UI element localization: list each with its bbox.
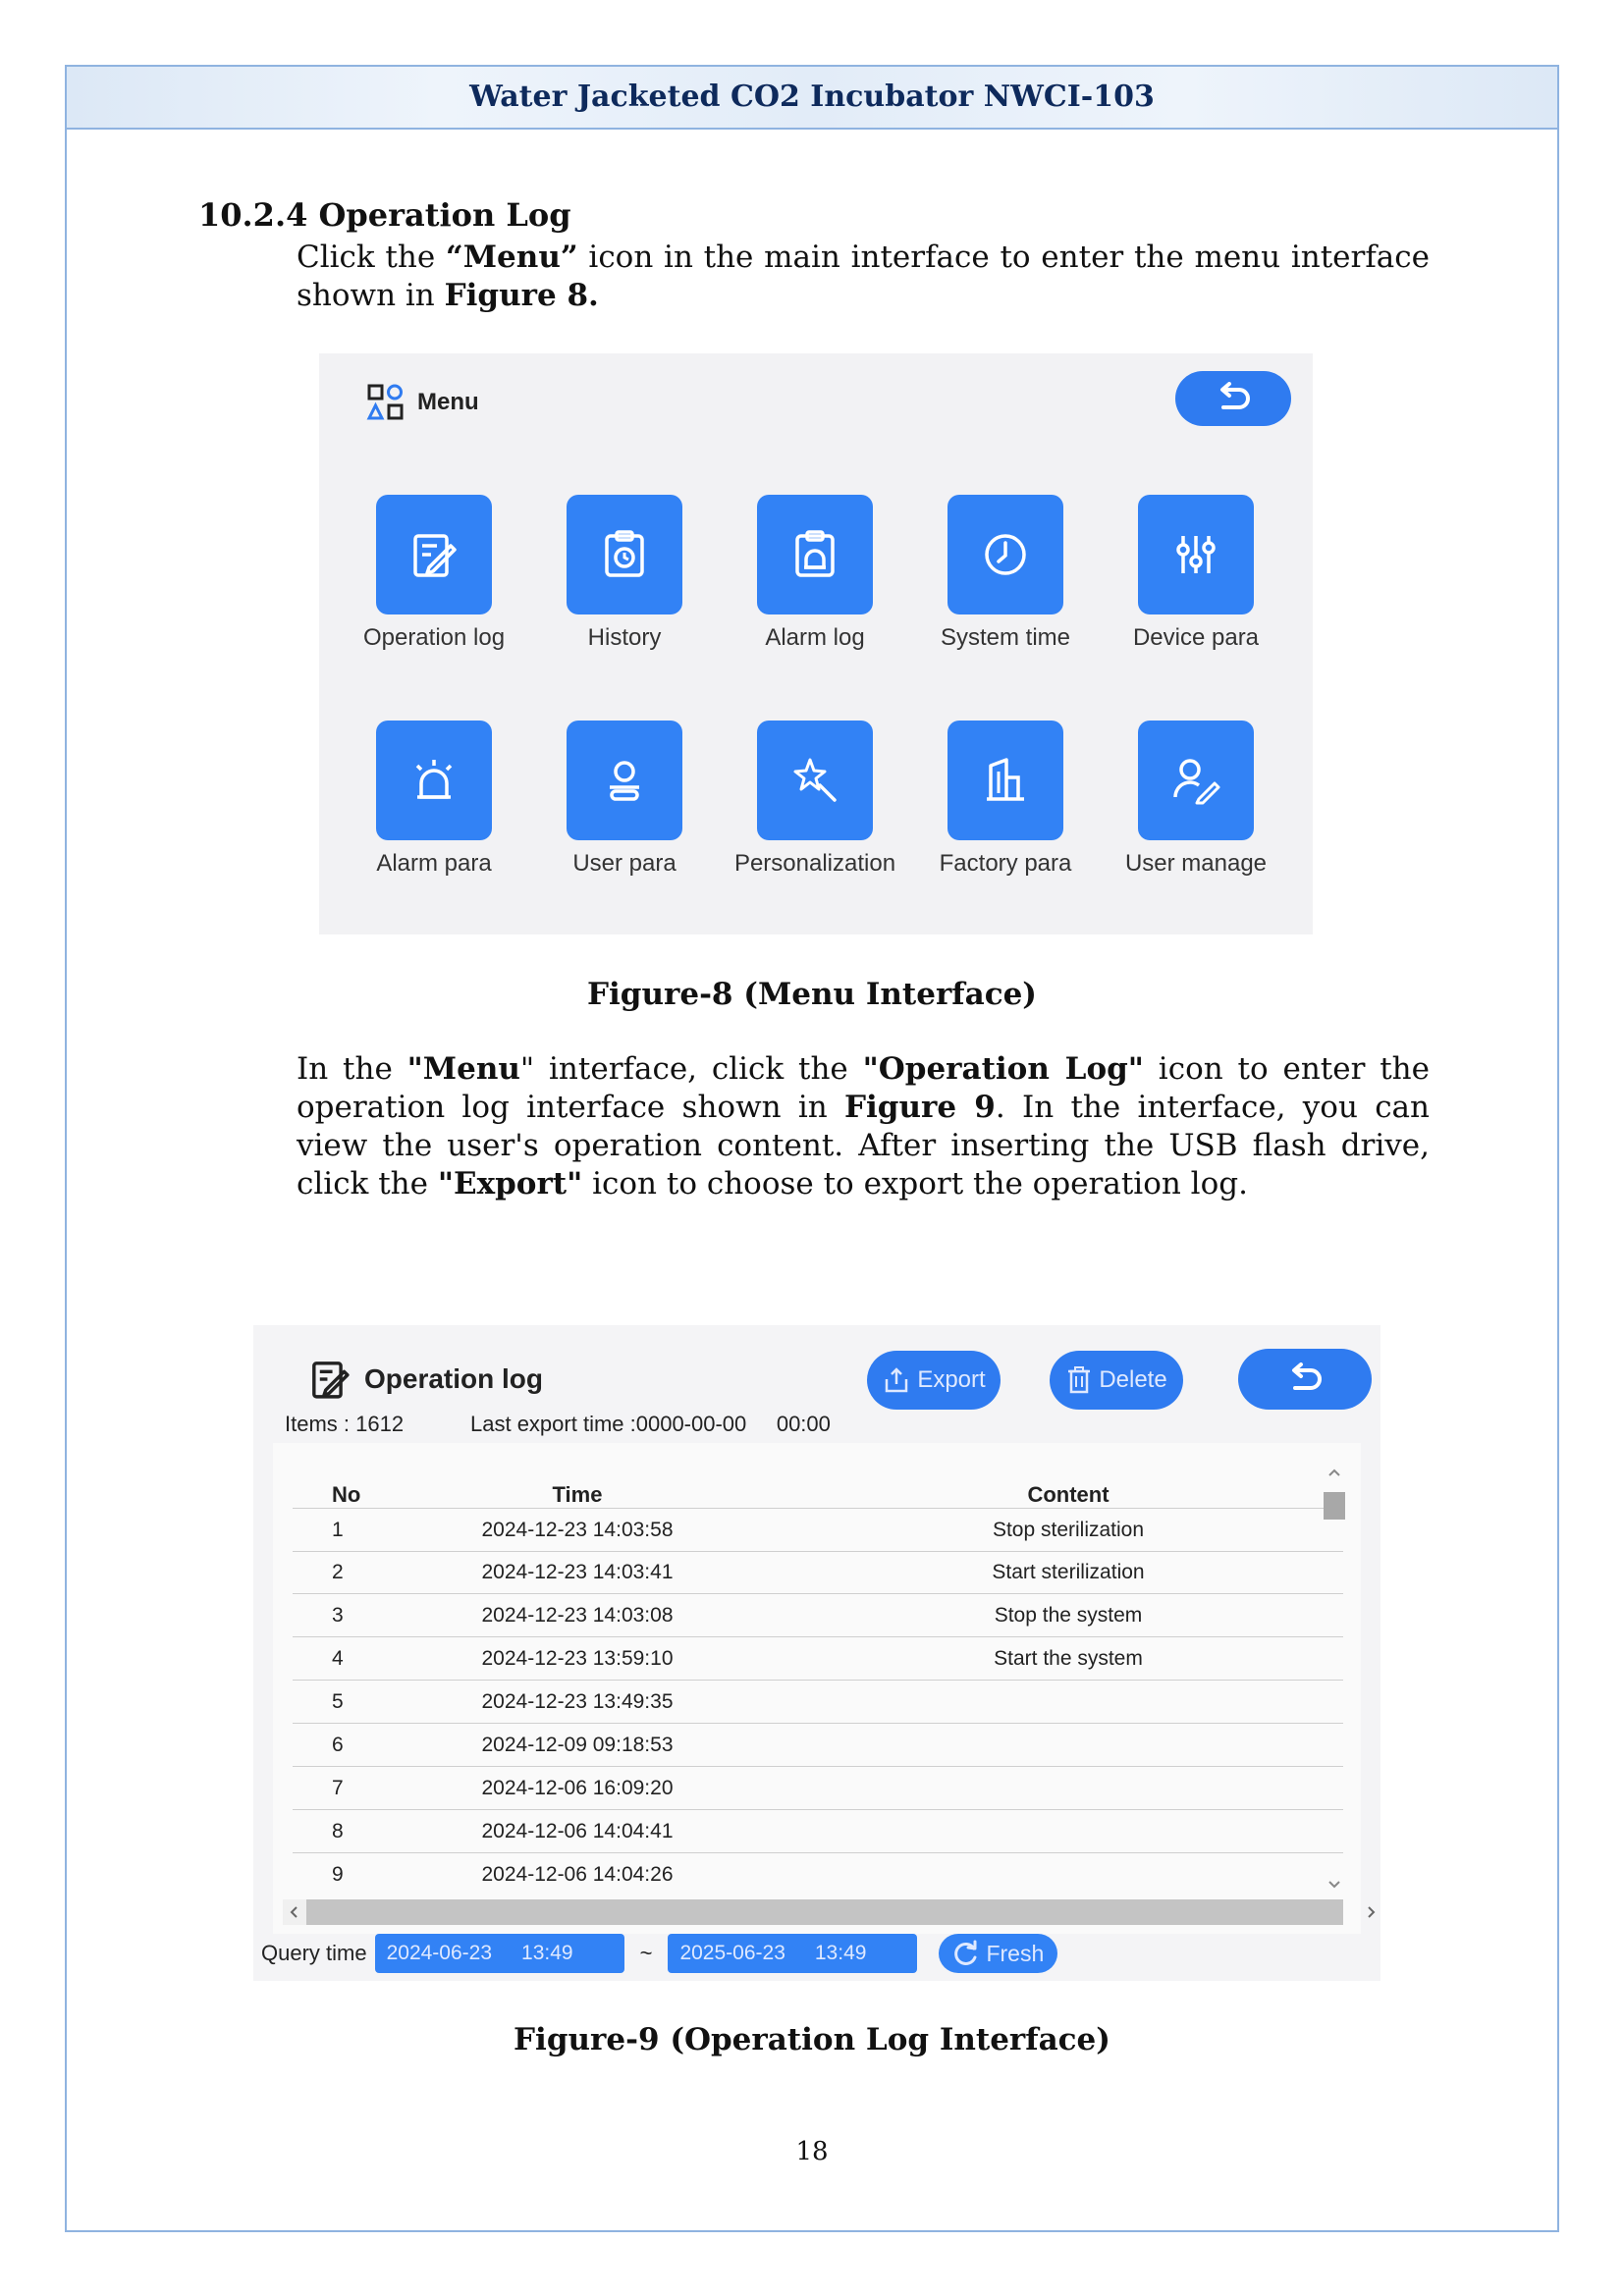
cell-no: 4: [332, 1647, 344, 1670]
table-row[interactable]: [293, 1853, 1343, 1896]
cell-no: 2: [332, 1561, 344, 1583]
back-arrow-icon: [1284, 1362, 1326, 1396]
table-row[interactable]: [293, 1767, 1343, 1810]
cell-time: 2024-12-23 13:59:10: [481, 1647, 674, 1670]
tile-label: History: [587, 624, 662, 651]
table-row[interactable]: [293, 1724, 1343, 1767]
back-button[interactable]: [1175, 371, 1291, 426]
vertical-scrollbar[interactable]: [1322, 1463, 1347, 1895]
clipboard-clock-icon: [598, 528, 651, 581]
page-number: 18: [795, 2137, 829, 2166]
table-row[interactable]: [293, 1681, 1343, 1724]
log-table[interactable]: [273, 1443, 1361, 1934]
tile-label: Personalization: [733, 850, 896, 877]
cell-no: 8: [332, 1820, 344, 1842]
sliders-icon: [1169, 528, 1222, 581]
menu-grid-icon: [366, 383, 406, 422]
start-date-field[interactable]: [375, 1934, 624, 1973]
start-date: 2024-06-23: [386, 1942, 493, 1964]
tile-label: Operation log: [362, 624, 506, 651]
range-separator: ~: [639, 1941, 653, 1965]
system-time-tile-button[interactable]: [947, 495, 1063, 614]
table-row[interactable]: [293, 1810, 1343, 1853]
page-header: Water Jacketed CO2 Incubator NWCI-103: [67, 67, 1557, 130]
alarm-bell-icon: [407, 754, 460, 807]
table-row[interactable]: [293, 1551, 1343, 1594]
user-edit-icon: [1169, 754, 1222, 807]
figure-8-caption: Figure-8 (Menu Interface): [587, 977, 1037, 1012]
query-time-label: Query time: [261, 1941, 367, 1965]
text: . In the interface, you can view the user's operation content. After inserting the USB flash drive, click the: [297, 1090, 1431, 1201]
text: icon to choose to export the operation log.: [582, 1166, 1248, 1201]
cell-time: 2024-12-06 14:04:26: [481, 1863, 674, 1886]
bold-text: "Export": [437, 1166, 583, 1201]
edit-document-icon: [307, 1357, 352, 1402]
tile-user-manage[interactable]: [1124, 721, 1268, 878]
tile-alarm-para[interactable]: [365, 721, 503, 878]
cell-no: 5: [332, 1690, 344, 1713]
column-no: No: [332, 1482, 361, 1507]
cell-content: Start the system: [994, 1647, 1143, 1670]
last-export-time: Last export time :0000-00-00 00:00: [470, 1412, 831, 1436]
intro-paragraph: [297, 239, 1430, 315]
tile-label: Alarm log: [765, 624, 865, 651]
tile-label: Alarm para: [376, 850, 492, 877]
end-time: 13:49: [814, 1942, 867, 1964]
cell-time: 2024-12-06 16:09:20: [481, 1777, 674, 1799]
cell-content: Stop the system: [994, 1604, 1143, 1627]
cell-no: 3: [332, 1604, 344, 1627]
operation-log-figure: [253, 1325, 1380, 1981]
edit-document-icon: [407, 528, 460, 581]
back-button[interactable]: [1238, 1349, 1372, 1410]
table-header: [293, 1472, 1343, 1508]
start-time: 13:49: [521, 1942, 573, 1964]
bold-text: "Menu: [406, 1051, 520, 1087]
tile-label: User manage: [1124, 850, 1268, 877]
end-date: 2025-06-23: [679, 1942, 785, 1964]
history-tile-button[interactable]: [567, 495, 682, 614]
table-row[interactable]: [293, 1508, 1343, 1552]
alarm-para-tile-button[interactable]: [376, 721, 492, 840]
tile-personalization[interactable]: [733, 721, 896, 878]
export-button[interactable]: [867, 1351, 1001, 1410]
cell-time: 2024-12-09 09:18:53: [481, 1734, 674, 1756]
tile-operation-log[interactable]: [362, 495, 506, 652]
column-time: Time: [552, 1482, 603, 1507]
figure-9-caption: Figure-9 (Operation Log Interface): [514, 2022, 1110, 2057]
device-para-tile-button[interactable]: [1138, 495, 1254, 614]
scroll-left-icon: [283, 1899, 306, 1925]
bold-text: "Operation Log": [862, 1051, 1144, 1087]
tile-alarm-log[interactable]: [746, 495, 884, 652]
tile-user-para[interactable]: [556, 721, 693, 878]
cell-no: 6: [332, 1734, 344, 1756]
menu-interface-figure: [319, 353, 1313, 934]
fresh-label: Fresh: [986, 1940, 1045, 1966]
scroll-up-icon: [1322, 1463, 1347, 1482]
cell-no: 7: [332, 1777, 344, 1799]
operation-log-header: [307, 1357, 543, 1402]
end-date-field[interactable]: [668, 1934, 917, 1973]
menu-header: [366, 383, 479, 422]
back-arrow-icon: [1214, 382, 1253, 415]
column-content: Content: [1027, 1482, 1110, 1507]
items-count: Items : 1612: [285, 1412, 405, 1436]
alarm-log-tile-button[interactable]: [757, 495, 873, 614]
tile-label: Factory para: [939, 850, 1072, 877]
bold-text: Figure 9: [844, 1090, 996, 1125]
export-icon: [882, 1365, 911, 1395]
query-bar: [261, 1934, 1057, 1973]
factory-para-tile-button[interactable]: [947, 721, 1063, 840]
text: In the: [297, 1051, 407, 1087]
delete-button[interactable]: [1050, 1351, 1183, 1410]
text: Click the: [297, 240, 446, 275]
tile-factory-para[interactable]: [937, 721, 1074, 878]
operation-log-paragraph: [297, 1050, 1430, 1203]
tile-history[interactable]: [556, 495, 693, 652]
user-manage-tile-button[interactable]: [1138, 721, 1254, 840]
refresh-icon: [952, 1940, 980, 1967]
tile-system-time[interactable]: [937, 495, 1074, 652]
vertical-scroll-thumb[interactable]: [1324, 1492, 1345, 1520]
table-row[interactable]: [293, 1594, 1343, 1637]
cell-no: 1: [332, 1519, 344, 1541]
horizontal-scrollbar[interactable]: [283, 1899, 1343, 1925]
bold-text: “Menu”: [445, 240, 578, 275]
magic-wand-icon: [788, 754, 841, 807]
operation-log-tile-button[interactable]: [376, 495, 492, 614]
menu-title: Menu: [417, 389, 479, 415]
fresh-button[interactable]: [939, 1934, 1057, 1973]
cell-content: Start sterilization: [992, 1561, 1145, 1583]
text: icon to enter the operation log interface shown in: [297, 1051, 1430, 1125]
scroll-down-icon: [1322, 1875, 1347, 1895]
operation-log-title: Operation log: [364, 1363, 543, 1394]
tile-device-para[interactable]: [1127, 495, 1265, 652]
tile-label: System time: [940, 624, 1071, 651]
building-icon: [979, 754, 1032, 807]
tile-label: Device para: [1132, 624, 1260, 651]
delete-label: Delete: [1099, 1366, 1167, 1393]
user-para-tile-button[interactable]: [567, 721, 682, 840]
clipboard-alarm-icon: [788, 528, 841, 581]
cell-time: 2024-12-23 14:03:58: [481, 1519, 674, 1541]
trash-icon: [1065, 1365, 1093, 1395]
cell-content: Stop sterilization: [992, 1519, 1145, 1541]
clock-icon: [979, 528, 1032, 581]
user-icon: [598, 754, 651, 807]
table-row[interactable]: [293, 1637, 1343, 1681]
cell-time: 2024-12-23 13:49:35: [481, 1690, 674, 1713]
bold-text: Figure 8.: [444, 278, 599, 313]
personalization-tile-button[interactable]: [757, 721, 873, 840]
tile-label: User para: [572, 850, 677, 877]
cell-time: 2024-12-06 14:04:41: [481, 1820, 674, 1842]
cell-no: 9: [332, 1863, 344, 1886]
text: icon in the main interface to enter the menu interface shown in: [297, 240, 1430, 313]
export-label: Export: [917, 1366, 986, 1393]
scroll-right-icon: [1359, 1899, 1382, 1925]
section-heading: 10.2.4 Operation Log: [198, 196, 571, 234]
text: " interface, click the: [519, 1051, 863, 1087]
cell-time: 2024-12-23 14:03:08: [481, 1604, 674, 1627]
cell-time: 2024-12-23 14:03:41: [481, 1561, 674, 1583]
